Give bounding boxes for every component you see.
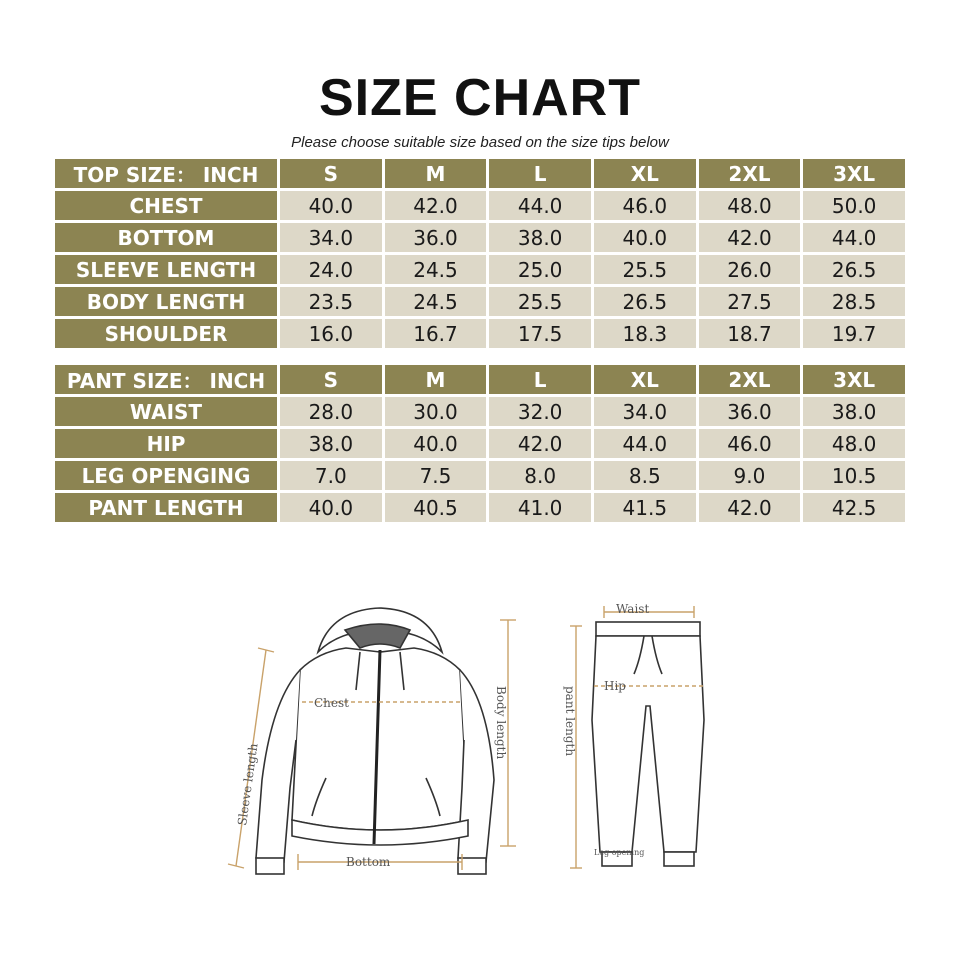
top-size-measurement-cell: 16.0 bbox=[280, 319, 382, 348]
pant-size-measurement-cell: 42.0 bbox=[699, 493, 801, 522]
pant-size-measurement-cell: 48.0 bbox=[803, 429, 905, 458]
pant-size-size-header: 2XL bbox=[699, 365, 801, 394]
top-size-measurement-cell: 18.7 bbox=[699, 319, 801, 348]
pant-size-header-label: PANT SIZE： INCH bbox=[55, 365, 277, 394]
bottom-label: Bottom bbox=[346, 855, 391, 869]
pant-size-row-label: WAIST bbox=[55, 397, 277, 426]
top-size-row bbox=[55, 287, 905, 316]
pant-size-row-label: PANT LENGTH bbox=[55, 493, 277, 522]
pant-size-measurement-cell: 10.5 bbox=[803, 461, 905, 490]
pant-size-size-header: M bbox=[385, 365, 487, 394]
top-size-row-label: SHOULDER bbox=[55, 319, 277, 348]
pant-size-row bbox=[55, 429, 905, 458]
page-title: SIZE CHART bbox=[319, 69, 641, 127]
top-size-row bbox=[55, 223, 905, 252]
jacket-illustration bbox=[256, 608, 494, 874]
top-size-measurement-cell: 25.5 bbox=[594, 255, 696, 284]
top-size-measurement-cell: 36.0 bbox=[385, 223, 487, 252]
top-size-row-label: CHEST bbox=[55, 191, 277, 220]
pant-size-header-row bbox=[55, 365, 905, 394]
top-size-measurement-cell: 16.7 bbox=[385, 319, 487, 348]
pant-size-measurement-cell: 7.5 bbox=[385, 461, 487, 490]
top-size-measurement-cell: 19.7 bbox=[803, 319, 905, 348]
top-size-size-header: S bbox=[280, 159, 382, 188]
pant-size-measurement-cell: 7.0 bbox=[280, 461, 382, 490]
pant-size-measurement-cell: 34.0 bbox=[594, 397, 696, 426]
top-size-measurement-cell: 44.0 bbox=[803, 223, 905, 252]
top-size-measurement-cell: 44.0 bbox=[489, 191, 591, 220]
top-size-measurement-cell: 40.0 bbox=[594, 223, 696, 252]
pant-size-size-header: S bbox=[280, 365, 382, 394]
pant-size-measurement-cell: 42.0 bbox=[489, 429, 591, 458]
top-size-size-header: 3XL bbox=[803, 159, 905, 188]
top-size-size-header: 2XL bbox=[699, 159, 801, 188]
top-size-row-label: BOTTOM bbox=[55, 223, 277, 252]
pant-size-measurement-cell: 40.0 bbox=[385, 429, 487, 458]
top-size-measurement-cell: 42.0 bbox=[385, 191, 487, 220]
chest-label: Chest bbox=[314, 696, 349, 710]
top-size-measurement-cell: 24.5 bbox=[385, 255, 487, 284]
pant-size-size-header: XL bbox=[594, 365, 696, 394]
pant-size-measurement-cell: 32.0 bbox=[489, 397, 591, 426]
top-size-measurement-cell: 26.5 bbox=[803, 255, 905, 284]
top-size-measurement-cell: 46.0 bbox=[594, 191, 696, 220]
top-size-measurement-cell: 26.0 bbox=[699, 255, 801, 284]
top-size-measurement-cell: 26.5 bbox=[594, 287, 696, 316]
pant-size-measurement-cell: 9.0 bbox=[699, 461, 801, 490]
body-length-label: Body length bbox=[494, 686, 508, 760]
pant-size-measurement-cell: 40.0 bbox=[280, 493, 382, 522]
top-size-size-header: M bbox=[385, 159, 487, 188]
waist-label: Waist bbox=[616, 602, 650, 616]
top-size-header-row bbox=[55, 159, 905, 188]
pant-size-measurement-cell: 8.5 bbox=[594, 461, 696, 490]
garment-measurement-diagram bbox=[0, 590, 960, 910]
leg-opening-label: Leg opening bbox=[594, 848, 645, 857]
top-size-measurement-cell: 34.0 bbox=[280, 223, 382, 252]
pant-length-label: pant length bbox=[563, 686, 577, 757]
pant-size-measurement-cell: 44.0 bbox=[594, 429, 696, 458]
top-size-measurement-cell: 50.0 bbox=[803, 191, 905, 220]
top-size-row-label: SLEEVE LENGTH bbox=[55, 255, 277, 284]
top-size-measurement-cell: 24.0 bbox=[280, 255, 382, 284]
pant-size-row bbox=[55, 397, 905, 426]
top-size-measurement-cell: 17.5 bbox=[489, 319, 591, 348]
top-size-row bbox=[55, 319, 905, 348]
pant-size-measurement-cell: 38.0 bbox=[280, 429, 382, 458]
pant-size-size-header: 3XL bbox=[803, 365, 905, 394]
top-size-measurement-cell: 18.3 bbox=[594, 319, 696, 348]
pant-size-row bbox=[55, 493, 905, 522]
pant-size-measurement-cell: 40.5 bbox=[385, 493, 487, 522]
pant-size-measurement-cell: 28.0 bbox=[280, 397, 382, 426]
top-size-size-header: L bbox=[489, 159, 591, 188]
top-size-measurement-cell: 24.5 bbox=[385, 287, 487, 316]
top-size-measurement-cell: 27.5 bbox=[699, 287, 801, 316]
pants-illustration bbox=[592, 622, 704, 866]
pant-size-row-label: HIP bbox=[55, 429, 277, 458]
top-size-row bbox=[55, 255, 905, 284]
page-subtitle: Please choose suitable size based on the size tips below bbox=[291, 134, 669, 151]
pant-size-measurement-cell: 46.0 bbox=[699, 429, 801, 458]
pant-size-table bbox=[52, 362, 908, 525]
top-size-measurement-cell: 42.0 bbox=[699, 223, 801, 252]
top-size-measurement-cell: 25.0 bbox=[489, 255, 591, 284]
top-size-measurement-cell: 40.0 bbox=[280, 191, 382, 220]
pant-size-measurement-cell: 42.5 bbox=[803, 493, 905, 522]
pant-size-measurement-cell: 41.5 bbox=[594, 493, 696, 522]
top-size-measurement-cell: 23.5 bbox=[280, 287, 382, 316]
top-size-table bbox=[52, 156, 908, 351]
pant-size-measurement-cell: 36.0 bbox=[699, 397, 801, 426]
pant-size-measurement-cell: 41.0 bbox=[489, 493, 591, 522]
top-size-measurement-cell: 28.5 bbox=[803, 287, 905, 316]
pant-size-measurement-cell: 30.0 bbox=[385, 397, 487, 426]
top-size-measurement-cell: 48.0 bbox=[699, 191, 801, 220]
pant-size-measurement-cell: 8.0 bbox=[489, 461, 591, 490]
pant-size-measurement-cell: 38.0 bbox=[803, 397, 905, 426]
top-size-row-label: BODY LENGTH bbox=[55, 287, 277, 316]
top-size-measurement-cell: 25.5 bbox=[489, 287, 591, 316]
pant-size-size-header: L bbox=[489, 365, 591, 394]
top-size-header-label: TOP SIZE： INCH bbox=[55, 159, 277, 188]
sleeve-length-label: Sleeve length bbox=[235, 742, 261, 827]
pant-size-row-label: LEG OPENGING bbox=[55, 461, 277, 490]
top-size-row bbox=[55, 191, 905, 220]
top-size-size-header: XL bbox=[594, 159, 696, 188]
hip-label: Hip bbox=[604, 679, 626, 693]
top-size-measurement-cell: 38.0 bbox=[489, 223, 591, 252]
pant-size-row bbox=[55, 461, 905, 490]
